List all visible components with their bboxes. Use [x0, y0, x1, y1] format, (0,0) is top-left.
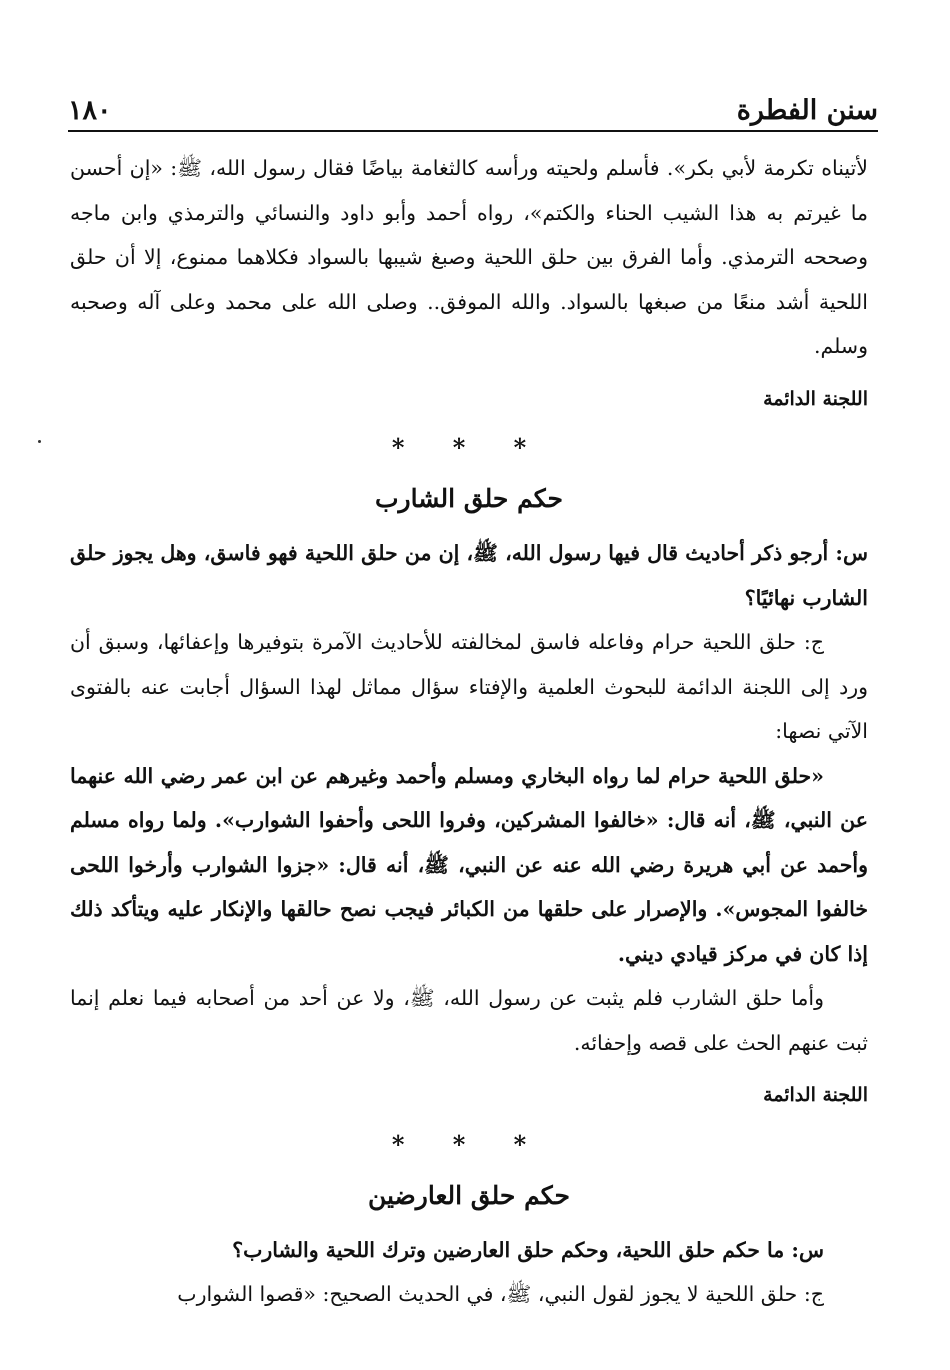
paragraph-fatwa-continuation: لأتيناه تكرمة لأبي بكر». فأسلم ولحيته ورأسه كالثغامة بياضًا فقال رسول الله، ﷺ: «إن أحسن ما غيرتم به هذا الشيب الحناء والكتم»، رواه أحمد وأبو داود والنسائي والترمذي وابن ماجه وصححه الترمذي. وأما الفرق بين حلق اللحية وصبغ شيبها بالسواد فكلاهما ممنوع، إلا أن حلق اللحية أشد منعًا من صبغها بالسواد. والله الموفق.. وصلى الله على محمد وعلى آله وصحبه وسلم. — [70, 156, 868, 358]
scan-speck — [38, 440, 41, 443]
answer-paragraph: وأما حلق الشارب فلم يثبت عن رسول الله، ﷺ، ولا عن أحد من أصحابه فيما نعلم إنما ثبت عنهم الحث على قصه وإحفائه. — [70, 986, 868, 1055]
answer-paragraph: ج: حلق اللحية لا يجوز لقول النبي، ﷺ، في الحديث الصحيح: «قصوا الشوارب — [177, 1282, 824, 1306]
section-separator: * * * — [391, 433, 547, 462]
section-heading-sideburns: حكم حلق العارضين — [367, 1180, 570, 1210]
header-title: سنن الفطرة — [736, 95, 878, 126]
question-paragraph: س: أرجو ذكر أحاديث قال فيها رسول الله، ﷺ، إن من حلق اللحية فهو فاسق، وهل يجوز حلق الشارب نهائيًا؟ — [70, 541, 868, 610]
section-separator: * * * — [391, 1129, 547, 1159]
running-header — [68, 86, 878, 132]
signature-permanent-committee: اللجنة الدائمة — [763, 1084, 868, 1106]
signature-permanent-committee: اللجنة الدائمة — [763, 387, 868, 410]
answer-paragraph: ج: حلق اللحية حرام وفاعله فاسق لمخالفته للأحاديث الآمرة بتوفيرها وإعفائها، وسبق أن ورد إلى اللجنة الدائمة للبحوث العلمية والإفتاء سؤال مماثل لهذا السؤال أجابت عنه بالفتوى الآتي نصها: — [70, 630, 868, 743]
question-paragraph: س: ما حكم حلق اللحية، وحكم حلق العارضين وترك اللحية والشارب؟ — [232, 1237, 824, 1262]
section-heading-mustache: حكم حلق الشارب — [375, 484, 563, 513]
page-number: ١٨٠ — [68, 95, 112, 126]
page-content — [70, 146, 868, 1317]
fatwa-quote-paragraph: «حلق اللحية حرام لما رواه البخاري ومسلم وأحمد وغيرهم عن ابن عمر رضي الله عنهما عن النبي، ﷺ، أنه قال: «خالفوا المشركين، وفروا اللحى وأحفوا الشوارب». ولما رواه مسلم وأحمد عن أبي هريرة رضي الله عنه عن النبي، ﷺ، أنه قال: «جزوا الشوارب وأرخوا اللحى خالفوا المجوس». والإصرار على حلقها من الكبائر فيجب نصح حالقها والإنكار عليه ويتأكد ذلك إذا كان في مركز قيادي ديني. — [70, 763, 868, 966]
